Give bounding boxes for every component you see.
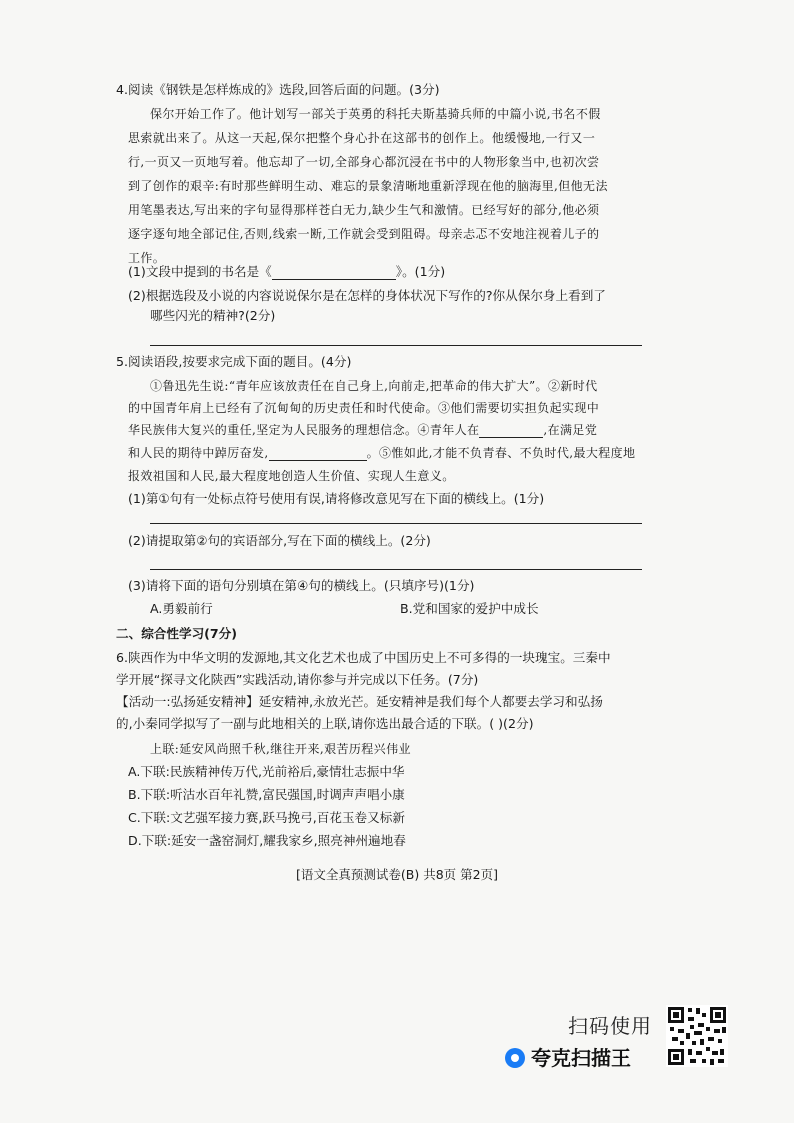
brand-name: 夸克扫描王 [531, 1046, 631, 1070]
scan-label: 扫码使用 [568, 1014, 652, 1038]
q5-blank-1[interactable] [479, 423, 543, 438]
q5-passage-line [128, 422, 597, 438]
q4-passage-line: 工作。 [128, 251, 166, 265]
q6-option[interactable]: A.下联:民族精神传万代,光前裕后,豪情壮志振中华 [128, 764, 405, 779]
q5-option-a: A.勇毅前行 [150, 601, 213, 616]
q4-sub1-blank[interactable] [272, 265, 396, 280]
q5-passage-seg: ,在满足党 [543, 423, 598, 437]
brand-icon [505, 1048, 525, 1068]
q4-sub2-line2: 哪些闪光的精神?(2分) [150, 308, 276, 323]
q5-title: 5.阅读语段,按要求完成下面的题目。(4分) [116, 354, 352, 369]
q5-passage-line: ①鲁迅先生说:“青年应该放责任在自己身上,向前走,把革命的伟大扩大”。②新时代 [150, 379, 598, 393]
q4-sub2-line1: (2)根据选段及小说的内容说说保尔是在怎样的身体状况下写作的?你从保尔身上看到了 [128, 288, 606, 303]
q6-upper-couplet: 上联:延安风尚照千秋,继往开来,艰苦历程兴伟业 [150, 742, 411, 756]
q5-passage-seg: 。⑤惟如此,才能不负青春、不负时代,最大程度地 [366, 446, 636, 460]
q5-passage-seg: 华民族伟大复兴的重任,坚定为人民服务的理想信念。④青年人在 [128, 423, 480, 437]
q4-passage-line: 用笔墨表达,写出来的字句显得那样苍白无力,缺少生气和激情。已经写好的部分,他必须 [128, 203, 600, 217]
q5-passage-line: 报效祖国和人民,最大程度地创造人生价值、实现人生意义。 [128, 469, 455, 483]
q5-blank-2[interactable] [269, 446, 367, 461]
q6-line: 的,小秦同学拟写了一副与此地相关的上联,请你选出最合适的下联。( )(2分) [116, 716, 534, 731]
section-heading: 二、综合性学习(7分) [116, 626, 238, 641]
q4-passage-line: 思索就出来了。从这一天起,保尔把整个身心扑在这部书的创作上。他缓慢地,一行又一 [128, 131, 596, 145]
q5-option-b: B.党和国家的爱护中成长 [400, 601, 539, 616]
q5-passage-seg: 和人民的期待中踔厉奋发, [128, 446, 269, 460]
q6-line: 6.陕西作为中华文明的发源地,其文化艺术也成了中国历史上不可多得的一块瑰宝。三秦中 [116, 650, 611, 665]
q4-answer-line[interactable] [150, 345, 642, 346]
q5-passage-line: 的中国青年肩上已经有了沉甸甸的历史责任和时代使命。③他们需要切实担负起实现中 [128, 401, 600, 415]
q4-passage-line: 保尔开始工作了。他计划写一部关于英勇的科托夫斯基骑兵师的中篇小说,书名不假 [150, 107, 601, 121]
q4-passage-line: 行,一页又一页地写着。他忘却了一切,全部身心都沉浸在书中的人物形象当中,也初次尝 [128, 155, 600, 169]
q5-passage-line [128, 445, 635, 461]
page-footer: [语文全真预测试卷(B) 共8页 第2页] [296, 867, 498, 882]
q6-option[interactable]: C.下联:文艺强军接力赛,跃马挽弓,百花玉卷又标新 [128, 810, 405, 825]
q4-passage-line: 到了创作的艰辛:有时那些鲜明生动、难忘的景象清晰地重新浮现在他的脑海里,但他无法 [128, 179, 608, 193]
q4-title: 4.阅读《钢铁是怎样炼成的》选段,回答后面的问题。(3分) [116, 82, 440, 97]
q4-sub1 [128, 264, 445, 280]
q5-sub2: (2)请提取第②句的宾语部分,写在下面的横线上。(2分) [128, 533, 431, 548]
q6-line: 学开展“探寻文化陕西”实践活动,请你参与并完成以下任务。(7分) [116, 672, 479, 687]
q5-sub1-answer-line[interactable] [150, 523, 642, 524]
q4-sub1-prefix: (1)文段中提到的书名是《 [128, 264, 272, 279]
q6-option[interactable]: B.下联:听沽水百年礼赞,富民强国,时调声声唱小康 [128, 787, 405, 802]
q6-line: 【活动一:弘扬延安精神】延安精神,永放光芒。延安精神是我们每个人都要去学习和弘扬 [116, 694, 603, 709]
qr-code-icon[interactable] [666, 1005, 728, 1067]
q4-passage-line: 逐字逐句地全部记住,否则,线索一断,工作就会受到阻碍。母亲忐忑不安地注视着儿子的 [128, 227, 600, 241]
q4-sub1-suffix: 》。(1分) [395, 264, 446, 279]
q6-option[interactable]: D.下联:延安一盏窑洞灯,耀我家乡,照亮神州遍地春 [128, 833, 406, 848]
q5-sub3: (3)请将下面的语句分别填在第④句的横线上。(只填序号)(1分) [128, 578, 475, 593]
brand-logo [505, 1042, 631, 1071]
q5-sub2-answer-line[interactable] [150, 569, 642, 570]
q5-sub1: (1)第①句有一处标点符号使用有误,请将修改意见写在下面的横线上。(1分) [128, 491, 545, 506]
